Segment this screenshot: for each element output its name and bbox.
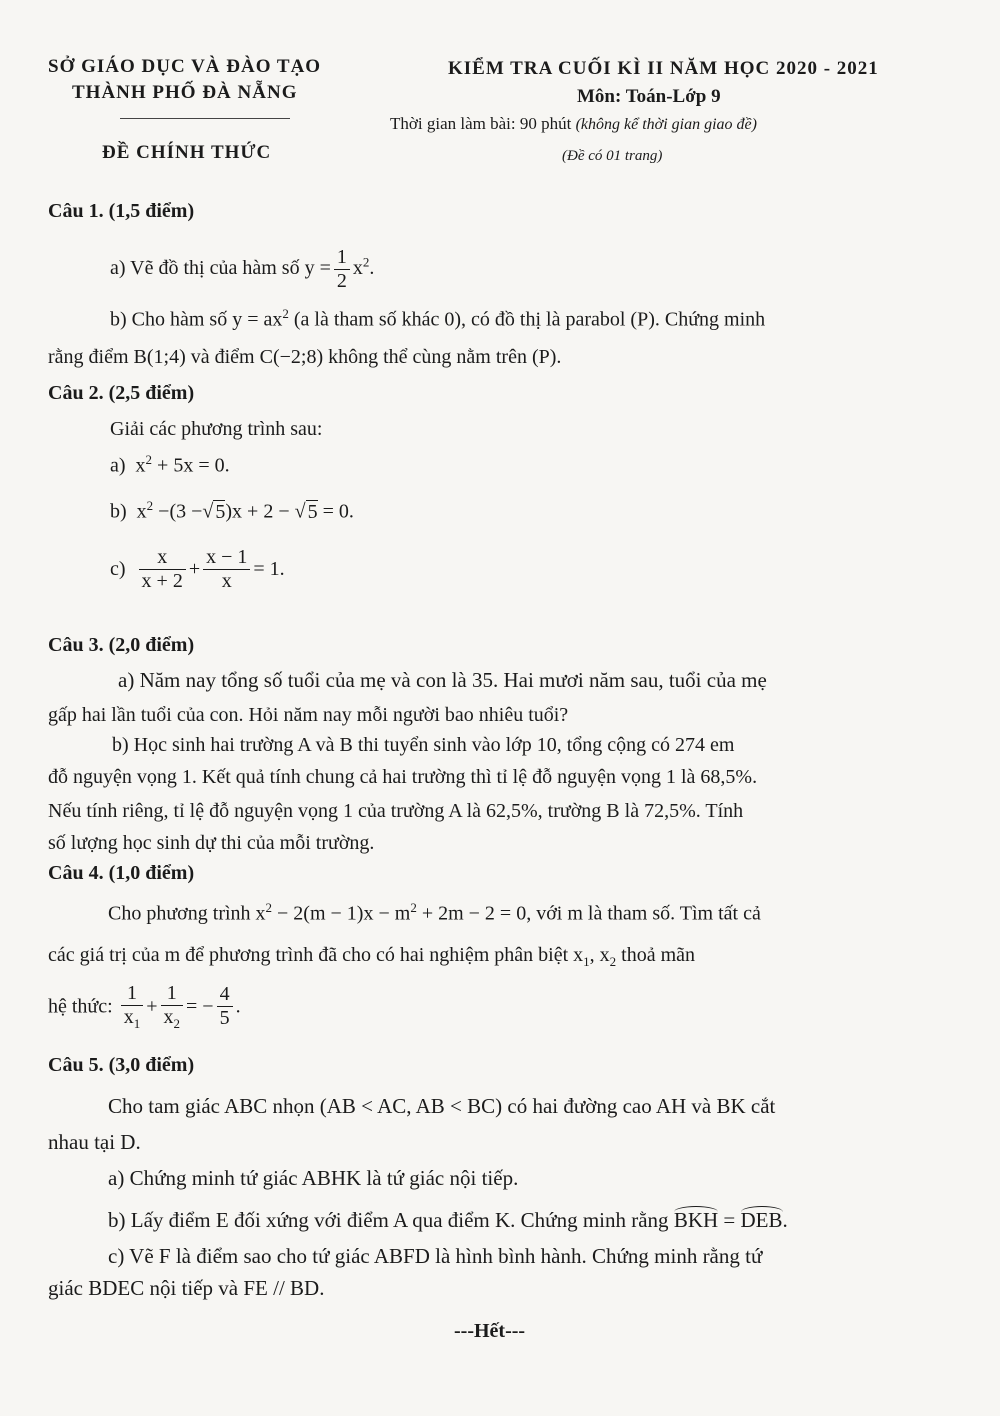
q4-relation-label: hệ thức:: [48, 995, 113, 1018]
q2b-part3: = 0.: [322, 500, 354, 523]
q4-fraction3: [217, 983, 233, 1030]
q4-x2: , x: [589, 944, 610, 966]
exam-title: KIỂM TRA CUỐI KÌ II NĂM HỌC 2020 - 2021: [448, 58, 879, 79]
question-4-line3: [48, 982, 241, 1032]
q4-fraction1: [121, 982, 144, 1032]
question-2b: [110, 498, 354, 524]
q4-x: x: [255, 902, 266, 925]
q4-text1: Cho phương trình: [108, 902, 251, 925]
question-5-line2: nhau tại D.: [48, 1130, 141, 1154]
question-3a-line1: a) Năm nay tổng số tuổi của mẹ và con là 35. Hai mươi năm sau, tuổi của mẹ: [118, 668, 767, 692]
q2b-label: b): [110, 500, 127, 523]
q4-den1-x: x: [123, 1006, 134, 1028]
q1b-rest: (a là tham số khác 0), có đồ thị là parabol (P). Chứng minh: [293, 308, 766, 331]
q2c-num2: x − 1: [203, 546, 250, 570]
department-name: SỞ GIÁO DỤC VÀ ĐÀO TẠO: [48, 56, 322, 77]
question-5-line1: [108, 1094, 775, 1119]
subject-line: Môn: Toán-Lớp 9: [577, 86, 721, 107]
q2c-plus: +: [188, 558, 201, 580]
q4-equals: = −: [186, 995, 214, 1018]
question-4-title: Câu 4. (1,0 điểm): [48, 862, 195, 884]
q1a-fraction: [334, 246, 350, 293]
q4-sub2: 2: [609, 954, 617, 969]
q2c-equals: = 1.: [253, 558, 285, 580]
question-1a: [110, 246, 374, 293]
angle-bkh: BKH: [673, 1208, 719, 1232]
q4-text4: thoả mãn: [621, 944, 696, 966]
q5b-text: b) Lấy điểm E đối xứng với điểm A qua điểm K. Chứng minh rằng: [108, 1208, 669, 1232]
q1b-formula: y = ax: [232, 308, 283, 331]
q1a-text: a) Vẽ đồ thị của hàm số: [110, 257, 300, 280]
q2b-exp: 2: [146, 498, 154, 513]
q1a-exp: 2: [362, 254, 370, 270]
q2b-part1: −(3 −: [158, 500, 203, 523]
q2c-num1: x: [139, 546, 186, 570]
question-2c: [110, 546, 285, 593]
q2a-rest: + 5x = 0.: [157, 454, 230, 477]
question-3b-line3: Nếu tính riêng, tỉ lệ đỗ nguyện vọng 1 của trường A là 62,5%, trường B là 72,5%. Tính: [48, 800, 744, 822]
page-count-note: (Đề có 01 trang): [562, 148, 663, 164]
q4-x1: x: [573, 944, 584, 966]
q4-exp2: 2: [410, 900, 417, 915]
header-divider: [120, 118, 290, 119]
q2b-part2: )x + 2 −: [225, 500, 290, 523]
city-name: THÀNH PHỐ ĐÀ NẴNG: [72, 82, 298, 103]
time-line: [390, 114, 757, 134]
q2c-den1: x + 2: [141, 570, 183, 592]
question-3a-line2: gấp hai lần tuổi của con. Hỏi năm nay mỗi người bao nhiêu tuổi?: [48, 704, 569, 726]
question-2-title: Câu 2. (2,5 điểm): [48, 382, 195, 404]
q4-den1: [121, 1006, 144, 1032]
question-2-intro: Giải các phương trình sau:: [110, 418, 323, 440]
q1b-text: b) Cho hàm số: [110, 308, 228, 331]
question-3-title: Câu 3. (2,0 điểm): [48, 634, 195, 656]
q1a-den: 2: [336, 270, 347, 292]
end-marker: ---Hết---: [454, 1320, 526, 1342]
official-label: ĐỀ CHÍNH THỨC: [102, 142, 272, 163]
q4-term2: − 2(m − 1)x − m: [277, 902, 411, 925]
q2a-exp: 2: [145, 452, 153, 467]
q1a-y: y =: [304, 257, 331, 280]
q4-term3: + 2m − 2 = 0,: [421, 902, 532, 925]
q4-den2-x: x: [163, 1006, 174, 1028]
question-3b-line1: b) Học sinh hai trường A và B thi tuyển sinh vào lớp 10, tổng cộng có 274 em: [112, 734, 735, 756]
q2c-fraction1: [139, 546, 186, 593]
question-5-title: Câu 5. (3,0 điểm): [48, 1054, 195, 1076]
q4-plus: +: [146, 995, 158, 1018]
q4-end: .: [235, 995, 241, 1018]
question-5b: [108, 1208, 788, 1233]
q4-den3: 5: [219, 1007, 230, 1030]
q5b-end: .: [782, 1208, 788, 1232]
q5-text2: có hai đường cao AH và BK cắt: [507, 1094, 776, 1118]
q4-num2: 1: [161, 982, 184, 1006]
q2b-radicand1: 5: [215, 500, 226, 523]
question-2a: [110, 452, 230, 478]
q2c-label: c): [110, 558, 126, 580]
q2b-x: x: [136, 500, 147, 523]
time-note: (không kể thời gian giao đề): [575, 116, 757, 133]
q4-num3: 4: [217, 983, 233, 1007]
q4-den2: [161, 1006, 184, 1032]
question-5c-line1: c) Vẽ F là điểm sao cho tứ giác ABFD là hình bình hành. Chứng minh rằng tứ: [108, 1244, 763, 1268]
q4-num1: 1: [121, 982, 144, 1006]
question-4-line2: [48, 944, 695, 970]
question-3b-line2: đỗ nguyện vọng 1. Kết quả tính chung cả hai trường thì tỉ lệ đỗ nguyện vọng 1 là 68,5%.: [48, 766, 758, 788]
q4-exp: 2: [265, 900, 273, 915]
q2c-fraction2: [203, 546, 250, 593]
q4-sub1: 1: [583, 954, 590, 969]
question-3b-line4: số lượng học sinh dự thi của mỗi trường.: [48, 832, 375, 854]
sqrt-sign: √: [202, 500, 214, 523]
q1a-end: .: [369, 257, 375, 280]
q5-condition: (AB < AC, AB < BC): [319, 1094, 503, 1118]
q1a-x: x: [352, 257, 363, 280]
q5b-equals: =: [723, 1208, 736, 1232]
q1b-exp: 2: [282, 306, 289, 321]
time-limit: Thời gian làm bài: 90 phút: [390, 114, 572, 133]
question-1-title: Câu 1. (1,5 điểm): [48, 200, 195, 222]
angle-deb: DEB: [740, 1208, 783, 1232]
q2b-radicand2: 5: [307, 500, 318, 523]
q4-text3: các giá trị của m để phương trình đã cho có hai nghiệm phân biệt: [48, 944, 569, 966]
q4-fraction2: [161, 982, 184, 1032]
q4-text2: với m là tham số. Tìm tất cả: [536, 902, 761, 925]
q4-den1-sub: 1: [133, 1016, 141, 1031]
q4-den2-sub: 2: [173, 1016, 180, 1031]
question-1b: [110, 306, 765, 332]
question-4-line1: [108, 900, 761, 926]
q2c-den2: x: [221, 570, 232, 592]
q2a-label: a): [110, 454, 126, 477]
question-5a: a) Chứng minh tứ giác ABHK là tứ giác nội tiếp.: [108, 1166, 519, 1190]
q1a-num: 1: [334, 246, 350, 270]
sqrt-sign: √: [294, 500, 306, 523]
question-1b-line2: rằng điểm B(1;4) và điểm C(−2;8) không thể cùng nằm trên (P).: [48, 346, 562, 368]
q5-text1: Cho tam giác ABC nhọn: [108, 1094, 315, 1118]
q2a-x: x: [135, 454, 146, 477]
question-5c-line2: giác BDEC nội tiếp và FE // BD.: [48, 1276, 325, 1300]
